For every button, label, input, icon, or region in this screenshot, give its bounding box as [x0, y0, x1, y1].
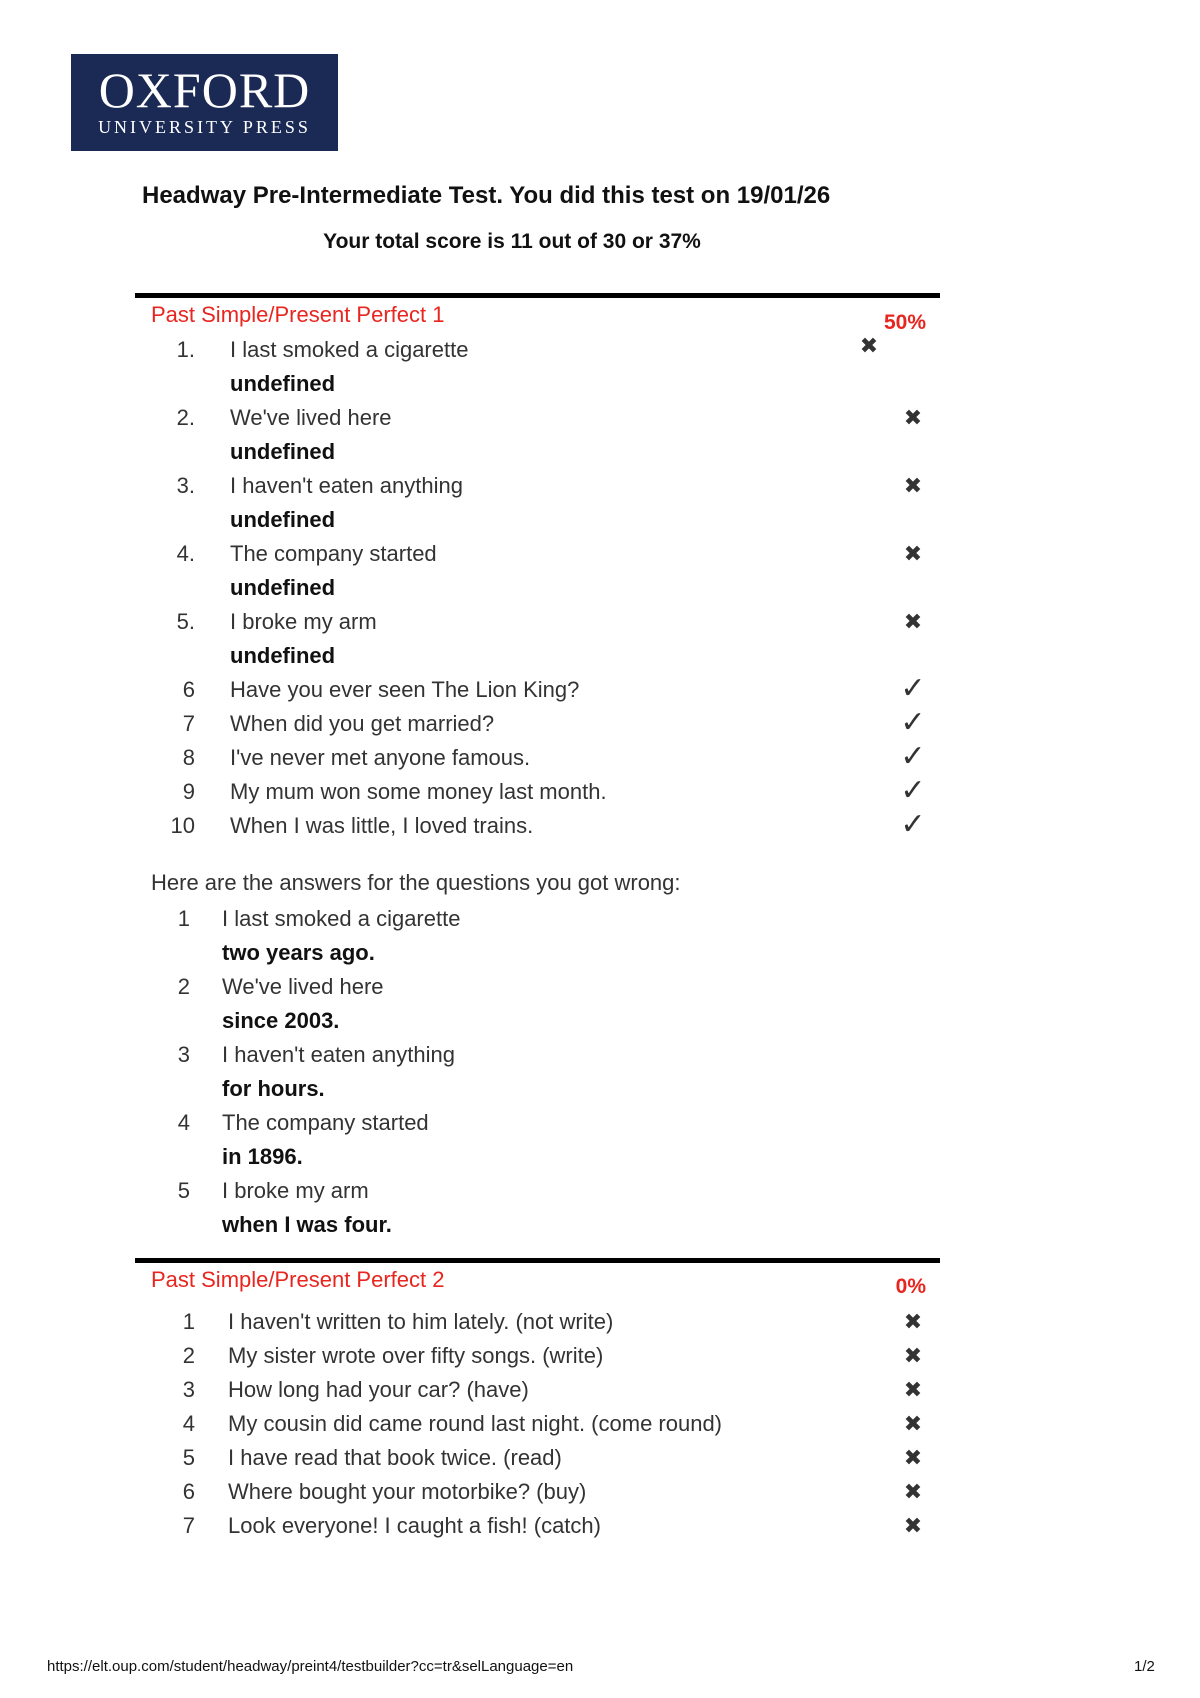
question-text: I haven't written to him lately. (not write): [228, 1309, 614, 1334]
page-title: Headway Pre-Intermediate Test. You did this test on 19/01/26: [142, 182, 831, 209]
total-score: Your total score is 11 out of 30 or 37%: [323, 230, 701, 253]
question-text: The company started: [230, 541, 437, 566]
section-title: Past Simple/Present Perfect 1: [151, 302, 445, 327]
correction-number: 4: [177, 1110, 190, 1135]
question-number: 5.: [176, 609, 195, 634]
page-number: 1/2: [1134, 1658, 1155, 1675]
cross-icon: ✖: [903, 541, 923, 566]
cross-icon: ✖: [859, 333, 879, 358]
section-divider: [135, 293, 940, 298]
footer-url: https://elt.oup.com/student/headway/preint4/testbuilder?cc=tr&selLanguage=en: [47, 1658, 574, 1675]
question-answer: undefined: [230, 643, 336, 668]
question-number: 6: [182, 677, 195, 702]
cross-icon: ✖: [903, 473, 923, 498]
question-number: 5: [182, 1445, 195, 1470]
logo-sub-text: UNIVERSITY PRESS: [98, 117, 311, 137]
correction-number: 5: [177, 1178, 190, 1203]
question-number: 1.: [176, 337, 195, 362]
correction-answer: since 2003.: [222, 1008, 340, 1033]
question-text: I broke my arm: [230, 609, 377, 634]
question-number: 7: [182, 1513, 195, 1538]
cross-icon: ✖: [903, 1513, 923, 1538]
question-number: 4: [182, 1411, 195, 1436]
section-title: Past Simple/Present Perfect 2: [151, 1267, 445, 1292]
question-number: 3.: [176, 473, 195, 498]
question-text: How long had your car? (have): [228, 1377, 529, 1402]
question-text: I've never met anyone famous.: [230, 745, 531, 770]
correction-question: The company started: [222, 1110, 429, 1135]
section-score: 0%: [895, 1275, 926, 1298]
question-number: 10: [170, 813, 195, 838]
question-text: My mum won some money last month.: [230, 779, 607, 804]
section-score: 50%: [883, 311, 926, 334]
question-number: 7: [182, 711, 195, 736]
question-text: Have you ever seen The Lion King?: [230, 677, 580, 702]
cross-icon: ✖: [903, 1411, 923, 1436]
check-icon: ✓: [900, 672, 926, 705]
check-icon: ✓: [900, 808, 926, 841]
correction-answer: when I was four.: [222, 1212, 392, 1237]
correction-number: 2: [177, 974, 190, 999]
check-icon: ✓: [900, 740, 926, 773]
question-answer: undefined: [230, 371, 336, 396]
question-text: Where bought your motorbike? (buy): [228, 1479, 587, 1504]
section-divider: [135, 1258, 940, 1263]
question-number: 1: [182, 1309, 195, 1334]
question-number: 9: [182, 779, 195, 804]
question-answer: undefined: [230, 575, 336, 600]
question-text: When I was little, I loved trains.: [230, 813, 534, 838]
cross-icon: ✖: [903, 1377, 923, 1402]
question-text: My cousin did came round last night. (come round): [228, 1411, 723, 1436]
correction-question: We've lived here: [222, 974, 384, 999]
question-text: I last smoked a cigarette: [230, 337, 469, 362]
logo-main-text: OXFORD: [98, 62, 311, 118]
correction-answer: for hours.: [222, 1076, 325, 1101]
check-icon: ✓: [900, 774, 926, 807]
question-number: 2.: [176, 405, 195, 430]
question-number: 3: [182, 1377, 195, 1402]
question-text: When did you get married?: [230, 711, 495, 736]
question-number: 8: [182, 745, 195, 770]
correction-number: 1: [177, 906, 190, 931]
correction-answer: in 1896.: [222, 1144, 303, 1169]
cross-icon: ✖: [903, 405, 923, 430]
question-text: I haven't eaten anything: [230, 473, 463, 498]
check-icon: ✓: [900, 706, 926, 739]
oxford-logo: [71, 54, 338, 151]
correction-question: I broke my arm: [222, 1178, 369, 1203]
question-number: 6: [182, 1479, 195, 1504]
question-text: Look everyone! I caught a fish! (catch): [228, 1513, 601, 1538]
correction-question: I haven't eaten anything: [222, 1042, 455, 1067]
corrections-intro: Here are the answers for the questions you got wrong:: [151, 870, 681, 895]
question-answer: undefined: [230, 507, 336, 532]
cross-icon: ✖: [903, 609, 923, 634]
question-number: 2: [182, 1343, 195, 1368]
correction-question: I last smoked a cigarette: [222, 906, 461, 931]
cross-icon: ✖: [903, 1479, 923, 1504]
correction-answer: two years ago.: [222, 940, 375, 965]
question-answer: undefined: [230, 439, 336, 464]
question-text: I have read that book twice. (read): [228, 1445, 562, 1470]
question-text: My sister wrote over fifty songs. (write): [228, 1343, 604, 1368]
question-text: We've lived here: [230, 405, 392, 430]
cross-icon: ✖: [903, 1343, 923, 1368]
cross-icon: ✖: [903, 1445, 923, 1470]
cross-icon: ✖: [903, 1309, 923, 1334]
question-number: 4.: [176, 541, 195, 566]
correction-number: 3: [177, 1042, 190, 1067]
